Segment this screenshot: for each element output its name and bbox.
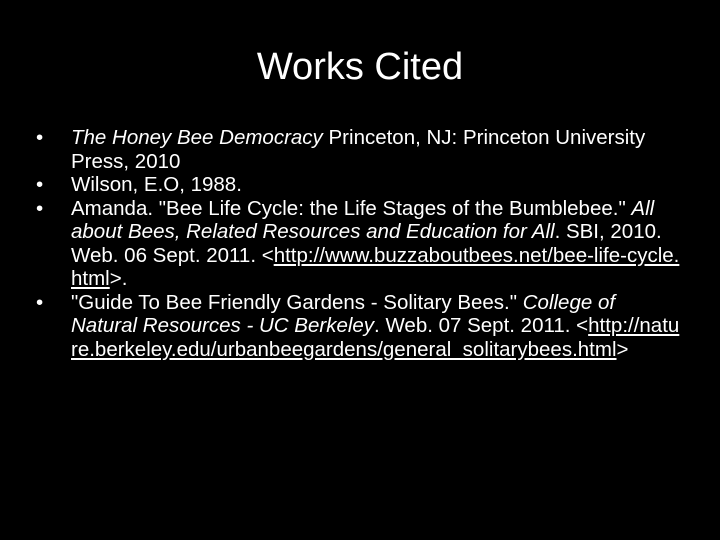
- bullet: •: [36, 126, 44, 149]
- citation-source: All about Bees, Related Resources and Education for All: [71, 196, 655, 243]
- citation-suffix: . SBI, 2010. Web. 06 Sept. 2011. <: [71, 220, 662, 267]
- citation-link[interactable]: http://www.buzzaboutbees.net/bee-life-cycle.html: [71, 243, 680, 290]
- bullet: •: [36, 173, 44, 196]
- citation-link[interactable]: http://nature.berkeley.edu/urbanbeegardens/general_solitarybees.html: [71, 314, 680, 361]
- citation-text: Wilson, E.O, 1988.: [71, 173, 242, 196]
- bullet: •: [36, 290, 44, 314]
- book-title: The Honey Bee Democracy: [71, 126, 323, 149]
- citation-source: College of Natural Resources - UC Berkeley: [71, 290, 616, 337]
- citation-prefix: "Guide To Bee Friendly Gardens - Solitary Bees.": [71, 290, 523, 314]
- bullet: •: [36, 196, 44, 220]
- citation-item: [36, 126, 686, 173]
- citation-end: >: [616, 337, 629, 361]
- citation-item: [36, 197, 686, 291]
- citation-suffix: . Web. 07 Sept. 2011. <: [374, 314, 589, 337]
- citation-item: [36, 291, 686, 362]
- citation-publisher: Princeton, NJ: Princeton University Press, 2010: [71, 126, 646, 173]
- citation-list: [36, 126, 686, 361]
- slide-title: Works Cited: [256, 46, 464, 88]
- citation-end: >.: [109, 267, 128, 290]
- citation-prefix: Amanda. "Bee Life Cycle: the Life Stages of the Bumblebee.": [71, 196, 632, 220]
- citation-item: [36, 173, 686, 197]
